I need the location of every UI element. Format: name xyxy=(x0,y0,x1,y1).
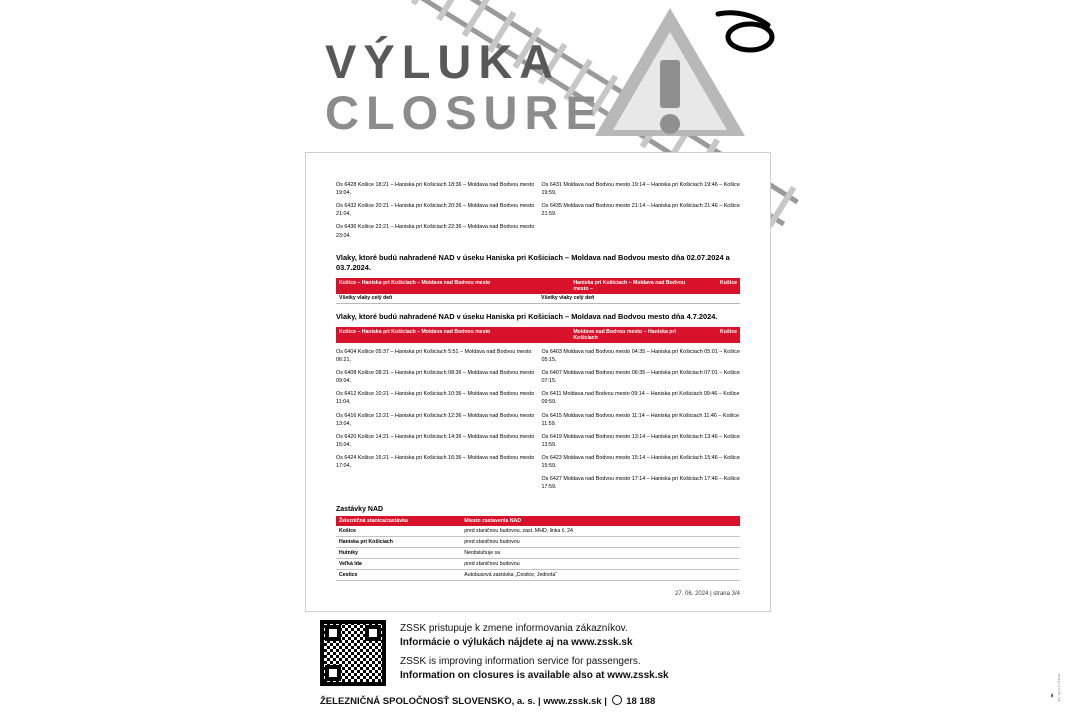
stops-col-place: Miesto zastavenia NAD xyxy=(461,516,740,526)
section-2-train-lists xyxy=(336,348,740,497)
hero-banner xyxy=(0,0,1080,160)
promo-en-line-2: Information on closures is available also at www.zssk.sk xyxy=(400,669,669,681)
stop-name: Cestice xyxy=(336,570,461,581)
section-1-allday-row xyxy=(336,294,740,304)
train-entry: Os 6435 Moldava nad Bodvou mesto 21:14 – Haniska pri Košiciach 21:46 – Košice 21:59. xyxy=(541,203,740,218)
section-1-table-header xyxy=(336,278,740,294)
train-entry: Os 6436 Košice 22:21 – Haniska pri Košiciach 22:36 – Moldava nad Bodvou mesto 23:04. xyxy=(336,224,535,239)
stop-place: Neobsluhuje sa xyxy=(461,548,740,559)
page-title xyxy=(325,35,604,139)
stop-place: Autobusová zastávka „Cestice, Jednota“ xyxy=(461,570,740,581)
title-english: CLOSURE xyxy=(325,85,604,139)
separator-2: | xyxy=(604,696,610,707)
train-entry: Os 6428 Košice 18:21 – Haniska pri Košiciach 18:36 – Moldava nad Bodvou mesto 19:04, xyxy=(336,182,535,197)
side-logo-mark: ◑ xyxy=(1048,690,1054,700)
stop-place: pred staničnou budovou xyxy=(461,559,740,570)
stops-title: Zastávky NAD xyxy=(336,506,384,514)
train-entry: Os 6408 Košice 08:21 – Haniska pri Košiciach 08:36 – Moldava nad Bodvou mesto 09:04, xyxy=(336,370,535,385)
table-row xyxy=(336,526,740,537)
train-entry: Os 6411 Moldava nad Bodvou mesto 09:14 – Haniska pri Košiciach 09:46 – Košice 09:59. xyxy=(541,391,740,406)
stops-table xyxy=(336,516,740,581)
train-entry: Os 6412 Košice 10:21 – Haniska pri Košiciach 10:36 – Moldava nad Bodvou mesto 11:04, xyxy=(336,391,535,406)
train-entry: Os 6427 Moldava nad Bodvou mesto 17:14 – Haniska pri Košiciach 17:46 – Košice 17:59. xyxy=(541,476,740,491)
title-slovak: VÝLUKA xyxy=(325,35,561,88)
table-row xyxy=(336,548,740,559)
separator-1: | xyxy=(538,696,544,707)
train-entry: Os 6420 Košice 14:21 – Haniska pri Košiciach 14:36 – Moldava nad Bodvou mesto 15:04, xyxy=(336,433,535,448)
train-entry: Os 6423 Moldava nad Bodvou mesto 15:14 – Haniska pri Košiciach 15:46 – Košice 15:59. xyxy=(541,454,740,470)
promo-text xyxy=(400,620,669,686)
table-row xyxy=(336,570,740,581)
company-name: ŽELEZNIČNÁ SPOLOČNOSŤ SLOVENSKO, a. s. xyxy=(320,696,536,707)
stop-place: pred staničnou budovou xyxy=(461,537,740,548)
company-footer xyxy=(320,694,655,707)
zssk-swirl-logo-icon xyxy=(710,8,780,56)
train-entry: Os 6432 Košice 20:21 – Haniska pri Košiciach 20:36 – Moldava nad Bodvou mesto 21:04, xyxy=(336,203,535,218)
section-1-title: Vlaky, ktoré budú nahradené NAD v úseku Haniska pri Košiciach – Moldava nad Bodvou mesto dňa 02.07.2024 a 03.7.2024. xyxy=(336,252,730,273)
train-entry: Os 6416 Košice 12:21 – Haniska pri Košiciach 12:36 – Moldava nad Bodvou mesto 13:04, xyxy=(336,412,535,427)
header-cell-mid: Moldava nad Bodvou mesto – Haniska pri Košiciach xyxy=(573,328,676,341)
train-entry: Os 6407 Moldava nad Bodvou mesto 06:35 – Haniska pri Košiciach 07:01 – Košice 07:15. xyxy=(541,370,740,385)
section-2-title: Vlaky, ktoré budú nahradené NAD v úseku Haniska pri Košiciach – Moldava nad Bodvou mesto dňa 4.7.2024. xyxy=(336,312,718,322)
header-cell-mid: Haniska pri Košiciach – Moldava nad Bodvou mesto – xyxy=(573,280,686,293)
company-website[interactable]: www.zssk.sk xyxy=(543,696,602,707)
company-phone: 18 188 xyxy=(626,696,656,707)
allday-left: Všetky vlaky celý deň xyxy=(339,295,393,302)
train-entry: Os 6424 Košice 16:21 – Haniska pri Košiciach 16:36 – Moldava nad Bodvou mesto 17:04, xyxy=(336,454,535,470)
side-watermark: www.zssk.sk xyxy=(1057,673,1062,702)
section-2-list-left xyxy=(336,348,535,497)
stops-col-station: Železničná stanica/zastávka xyxy=(336,516,461,526)
clock-icon xyxy=(612,695,622,705)
promo-sk-line-1: ZSSK pristupuje k zmene informovania zákazníkov. xyxy=(400,623,628,634)
train-entry: Os 6419 Moldava nad Bodvou mesto 13:14 – Haniska pri Košiciach 13:46 – Košice 13:59. xyxy=(541,433,740,448)
table-row xyxy=(336,559,740,570)
qr-code-icon[interactable] xyxy=(320,620,386,686)
stop-name: Košice xyxy=(336,526,461,537)
stop-name: Hutníky xyxy=(336,548,461,559)
top-train-list-left xyxy=(336,181,535,245)
header-cell-right: Košice xyxy=(719,328,737,335)
promo-block xyxy=(320,620,760,686)
table-row xyxy=(336,537,740,548)
train-entry: Os 6404 Košice 05:37 – Haniska pri Košiciach 5:51 – Moldava nad Bodvou mesto 06:21, xyxy=(336,348,532,363)
train-entry: Os 6403 Moldava nad Bodvou mesto 04:35 – Haniska pri Košiciach 05:01 – Košice 05:15, xyxy=(541,348,740,363)
top-train-lists xyxy=(336,181,740,245)
header-cell-right: Košice xyxy=(719,280,737,287)
train-entry: Os 6431 Moldava nad Bodvou mesto 19:14 – Haniska pri Košiciach 19:46 – Košice 19:59, xyxy=(541,182,740,197)
section-2-list-right xyxy=(542,348,741,497)
stops-header-row xyxy=(336,516,740,526)
allday-right: Všetky vlaky celý deň xyxy=(541,295,595,302)
header-cell-left: Košice – Haniska pri Košiciach – Moldava nad Bodvou mesto xyxy=(339,280,491,287)
page-footer: 27. 06. 2024 | strana 3/4 xyxy=(675,591,740,597)
stop-name: Veľká Ida xyxy=(336,559,461,570)
top-train-list-right xyxy=(542,181,741,245)
promo-en-line-1: ZSSK is improving information service for passengers. xyxy=(400,656,641,667)
train-entry: Os 6415 Moldava nad Bodvou mesto 11:14 – Haniska pri Košiciach 11:46 – Košice 11:59. xyxy=(541,412,740,427)
header-cell-left: Košice – Haniska pri Košiciach – Moldava nad Bodvou mesto xyxy=(339,328,491,335)
stop-place: pred staničnou budovou, zast. MHD, linka č. 24 xyxy=(461,526,740,537)
section-2-table-header xyxy=(336,327,740,343)
promo-sk-line-2: Informácie o výlukách nájdete aj na www.zssk.sk xyxy=(400,636,633,648)
document-sheet xyxy=(305,152,771,612)
stop-name: Haniska pri Košiciach xyxy=(336,537,461,548)
